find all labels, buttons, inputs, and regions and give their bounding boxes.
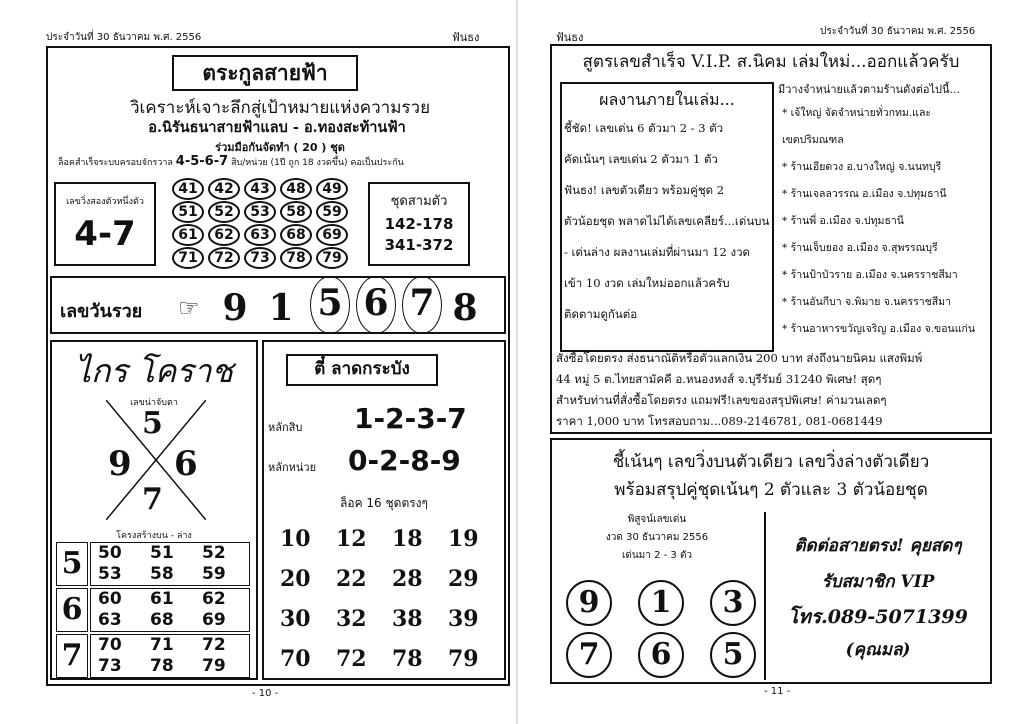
lock-number: 19 bbox=[448, 526, 479, 552]
order-line: 44 หมู่ 5 ต.ไทยสามัคคี อ.หนองหงส์ จ.บุรีรัมย์ 31240 พิเศษ! สุดๆ bbox=[556, 372, 882, 386]
structure-number: 61 bbox=[150, 589, 174, 609]
proof-digit: 6 bbox=[638, 632, 684, 678]
store-line: * ร้านเจ็บยอง อ.เมือง จ.สุพรรณบุรี bbox=[782, 242, 938, 254]
circled-number: 52 bbox=[208, 201, 240, 223]
rich-digit: 7 bbox=[402, 276, 442, 334]
store-line: * ร้านพี่ อ.เมือง จ.ปทุมธานี bbox=[782, 215, 904, 227]
rich-digit: 8 bbox=[452, 287, 478, 329]
lat-krabang-box bbox=[262, 340, 506, 680]
lock-line bbox=[58, 154, 508, 169]
lock-number: 38 bbox=[392, 606, 423, 632]
promo-line1: ชี้เน้นๆ เลขวิ่งบนตัวเดียว เลขวิ่งล่างตัวเดียว bbox=[612, 452, 930, 472]
vip-banner: สูตรเลขสำเร็จ V.I.P. ส.นิคม เล่มใหม่...ออกแล้วครับ bbox=[582, 52, 960, 72]
circled-number: 41 bbox=[172, 178, 204, 200]
units-value: 0-2-8-9 bbox=[348, 444, 461, 477]
circled-number: 69 bbox=[316, 224, 348, 246]
korat-box bbox=[50, 340, 258, 680]
lock-line-numbers: 4-5-6-7 bbox=[175, 154, 229, 169]
circled-number: 73 bbox=[244, 247, 276, 269]
units-label: หลักหน่วย bbox=[268, 461, 317, 474]
contact-l2: รับสมาชิก VIP bbox=[821, 572, 935, 592]
lock-number: 18 bbox=[392, 526, 423, 552]
contact-divider bbox=[764, 512, 766, 680]
x-left-number: 9 bbox=[108, 444, 132, 484]
tens-label: หลักสิบ bbox=[268, 421, 303, 434]
left-date-header: ประจำวันที่ 30 ธันวาคม พ.ศ. 2556 bbox=[46, 32, 202, 43]
right-page-number: - 11 - bbox=[764, 686, 791, 697]
lock-number: 79 bbox=[448, 646, 479, 672]
x-right-number: 6 bbox=[174, 444, 198, 484]
contact-phone: โทร.089-5071399 bbox=[788, 606, 968, 628]
three-set-line1: 142-178 bbox=[384, 215, 454, 233]
three-set-label: ชุดสามตัว bbox=[390, 194, 448, 209]
circled-number: 43 bbox=[244, 178, 276, 200]
lock-16-label: ล็อค 16 ชุดตรงๆ bbox=[340, 496, 428, 510]
order-line: ราคา 1,000 บาท โทรสอบถาม...089-2146781, 081-0681449 bbox=[556, 414, 883, 428]
circled-number: 48 bbox=[280, 178, 312, 200]
circled-number: 42 bbox=[208, 178, 240, 200]
circled-number: 58 bbox=[280, 201, 312, 223]
order-line: สำหรับท่านที่สั่งซื้อโดยตรง แถมฟรี!เลขของสรุปพิเศษ! ค่ามวนเลดๆ bbox=[556, 393, 887, 407]
korat-title: ไกร โคราช bbox=[74, 352, 234, 390]
subtitle: วิเคราะห์เจาะลึกสู่เป้าหมายแห่งความรวย bbox=[129, 98, 431, 118]
left-brand-header: ฟันธง bbox=[452, 31, 480, 44]
right-date-header: ประจำวันที่ 30 ธันวาคม พ.ศ. 2556 bbox=[820, 26, 976, 37]
lock-line-label: ล็อคสำเร็จระบบครอบจักรวาล bbox=[58, 158, 173, 168]
structure-number: 68 bbox=[150, 610, 174, 630]
store-line: * เจ้ใหญ่ จัดจำหน่ายทั่วกทม.และ bbox=[782, 107, 932, 119]
proof-l2: งวด 30 ธันวาคม 2556 bbox=[605, 532, 709, 543]
circled-number: 79 bbox=[316, 247, 348, 269]
structure-number: 73 bbox=[98, 656, 122, 676]
structure-number: 52 bbox=[202, 543, 226, 563]
authors: อ.นิรันธนาสายฟ้าแลบ - อ.ทองสะท้านฟ้า bbox=[148, 119, 406, 136]
proof-l3: เด่นมา 2 - 3 ตัว bbox=[621, 550, 693, 561]
structure-number: 70 bbox=[98, 635, 122, 655]
structure-number: 50 bbox=[98, 543, 122, 563]
structure-number: 69 bbox=[202, 610, 226, 630]
structure-number: 78 bbox=[150, 656, 174, 676]
structure-number: 60 bbox=[98, 589, 122, 609]
inside-line: คัดเน้นๆ เลขเด่น 2 ตัวมา 1 ตัว bbox=[564, 152, 718, 166]
circled-number: 71 bbox=[172, 247, 204, 269]
circled-number: 68 bbox=[280, 224, 312, 246]
store-line: เขตปริมณฑล bbox=[782, 134, 844, 146]
structure-label: โครงสร้างบน - ล่าง bbox=[116, 531, 192, 541]
inside-line: ฟันธง! เลขตัวเดียว พร้อมคู่ชุด 2 bbox=[564, 183, 725, 197]
page-gutter bbox=[516, 0, 518, 724]
store-line: * ร้านป้าบัวราย อ.เมือง จ.นครราชสีมา bbox=[782, 269, 958, 281]
two-digit-value: 4-7 bbox=[74, 214, 136, 254]
contact-l1: ติดต่อสายตรง! คุยสดๆ bbox=[794, 536, 962, 556]
three-set-line2: 341-372 bbox=[384, 236, 454, 254]
lock-number: 29 bbox=[448, 566, 479, 592]
proof-digit: 9 bbox=[566, 580, 612, 626]
rich-digit: 6 bbox=[356, 276, 396, 334]
korat-sub: เลขน่าจับตา bbox=[130, 398, 178, 408]
lock-number: 30 bbox=[280, 606, 311, 632]
stores-intro: มีวางจำหน่ายแล้วตามร้านดังต่อไปนี้... bbox=[778, 83, 960, 96]
x-bottom-number: 7 bbox=[142, 482, 163, 517]
structure-head: 6 bbox=[56, 588, 88, 632]
three-set-box bbox=[368, 182, 470, 266]
two-digit-label: เลขวิ่งสองตัวหนึ่งตัว bbox=[66, 197, 144, 207]
collab-line: ร่วมมือกันจัดทำ ( 20 ) ชุด bbox=[215, 141, 345, 154]
circled-number: 63 bbox=[244, 224, 276, 246]
structure-number: 79 bbox=[202, 656, 226, 676]
lock-number: 12 bbox=[336, 526, 367, 552]
order-line: สั่งซื้อโดยตรง ส่งธนาณัติหรือตั๋วแลกเงิน 200 บาท ส่งถึงนายนิคม แสงพิมพ์ bbox=[556, 351, 923, 365]
structure-number: 51 bbox=[150, 543, 174, 563]
proof-l1: พิสูจน์เลขเด่น bbox=[627, 514, 687, 525]
circled-number: 61 bbox=[172, 224, 204, 246]
lock-number: 72 bbox=[336, 646, 367, 672]
lock-number: 20 bbox=[280, 566, 311, 592]
x-top-number: 5 bbox=[142, 406, 163, 441]
structure-number: 59 bbox=[202, 564, 226, 584]
store-line: * ร้านอันกีบา จ.พิมาย จ.นครราชสีมา bbox=[782, 296, 951, 308]
structure-head: 5 bbox=[56, 542, 88, 586]
structure-number: 63 bbox=[98, 610, 122, 630]
contact-name: (คุณมล) bbox=[845, 640, 911, 660]
lock-number: 39 bbox=[448, 606, 479, 632]
store-line: * ร้านเอียดวง อ.บางใหญ่ จ.นนทบุรี bbox=[782, 161, 942, 173]
left-page-number: - 10 - bbox=[252, 688, 279, 699]
lock-number: 28 bbox=[392, 566, 423, 592]
lock-number: 32 bbox=[336, 606, 367, 632]
page-title: ตระกูลสายฟ้า bbox=[202, 60, 328, 85]
structure-number: 71 bbox=[150, 635, 174, 655]
rich-digit: 1 bbox=[268, 287, 294, 329]
structure-number: 53 bbox=[98, 564, 122, 584]
proof-digit: 1 bbox=[638, 580, 684, 626]
lock-number: 78 bbox=[392, 646, 423, 672]
inside-title: ผลงานภายในเล่ม... bbox=[599, 90, 735, 109]
title-box bbox=[172, 55, 358, 91]
inside-line: ติดตามดูกันต่อ bbox=[564, 307, 638, 321]
store-line: * ร้านอาหารขวัญเจริญ อ.เมือง จ.ขอนแก่น bbox=[782, 323, 976, 335]
rich-digit: 9 bbox=[222, 287, 248, 329]
lock-number: 70 bbox=[280, 646, 311, 672]
structure-number: 58 bbox=[150, 564, 174, 584]
inside-line: ชี้ชัด! เลขเด่น 6 ตัวมา 2 - 3 ตัว bbox=[564, 121, 724, 135]
proof-digit: 7 bbox=[566, 632, 612, 678]
structure-number: 72 bbox=[202, 635, 226, 655]
rich-numbers-box bbox=[50, 276, 506, 334]
inside-line: ตัวน้อยชุด พลาดไม่ได้เลขเคลียร์...เด่นบน bbox=[564, 214, 770, 228]
lat-krabang-title-box bbox=[286, 354, 438, 386]
proof-digit: 5 bbox=[710, 632, 756, 678]
rich-numbers-label: เลขวันรวย bbox=[60, 301, 143, 322]
pointing-hand-icon: ☞ bbox=[178, 294, 200, 322]
structure-number: 62 bbox=[202, 589, 226, 609]
circled-number: 51 bbox=[172, 201, 204, 223]
promo-line2: พร้อมสรุปคู่ชุดเน้นๆ 2 ตัวและ 3 ตัวน้อยชุด bbox=[614, 480, 928, 500]
inside-line: - เด่นล่าง ผลงานเล่มที่ผ่านมา 12 งวด bbox=[564, 245, 751, 259]
store-line: * ร้านเจลลวรรณ อ.เมือง จ.ปทุมธานี bbox=[782, 188, 947, 200]
lock-line-tail: สิบ/หน่วย (1ปี ถูก 18 งวดขึ้น) คอเป็นประกัน bbox=[231, 158, 404, 168]
proof-digit: 3 bbox=[710, 580, 756, 626]
circled-number: 62 bbox=[208, 224, 240, 246]
tens-value: 1-2-3-7 bbox=[354, 402, 467, 435]
right-brand-header: ฟันธง bbox=[556, 31, 584, 44]
lat-krabang-title: ตี๋ ลาดกระบัง bbox=[314, 359, 410, 379]
circled-number: 53 bbox=[244, 201, 276, 223]
lock-number: 22 bbox=[336, 566, 367, 592]
rich-digit: 5 bbox=[310, 276, 350, 334]
circled-number: 78 bbox=[280, 247, 312, 269]
two-digit-box bbox=[54, 182, 156, 266]
circled-number: 59 bbox=[316, 201, 348, 223]
lock-number: 10 bbox=[280, 526, 311, 552]
structure-head: 7 bbox=[56, 634, 88, 678]
inside-line: เข้า 10 งวด เล่มใหม่ออกแล้วครับ bbox=[564, 276, 730, 290]
circled-number: 49 bbox=[316, 178, 348, 200]
circled-number: 72 bbox=[208, 247, 240, 269]
